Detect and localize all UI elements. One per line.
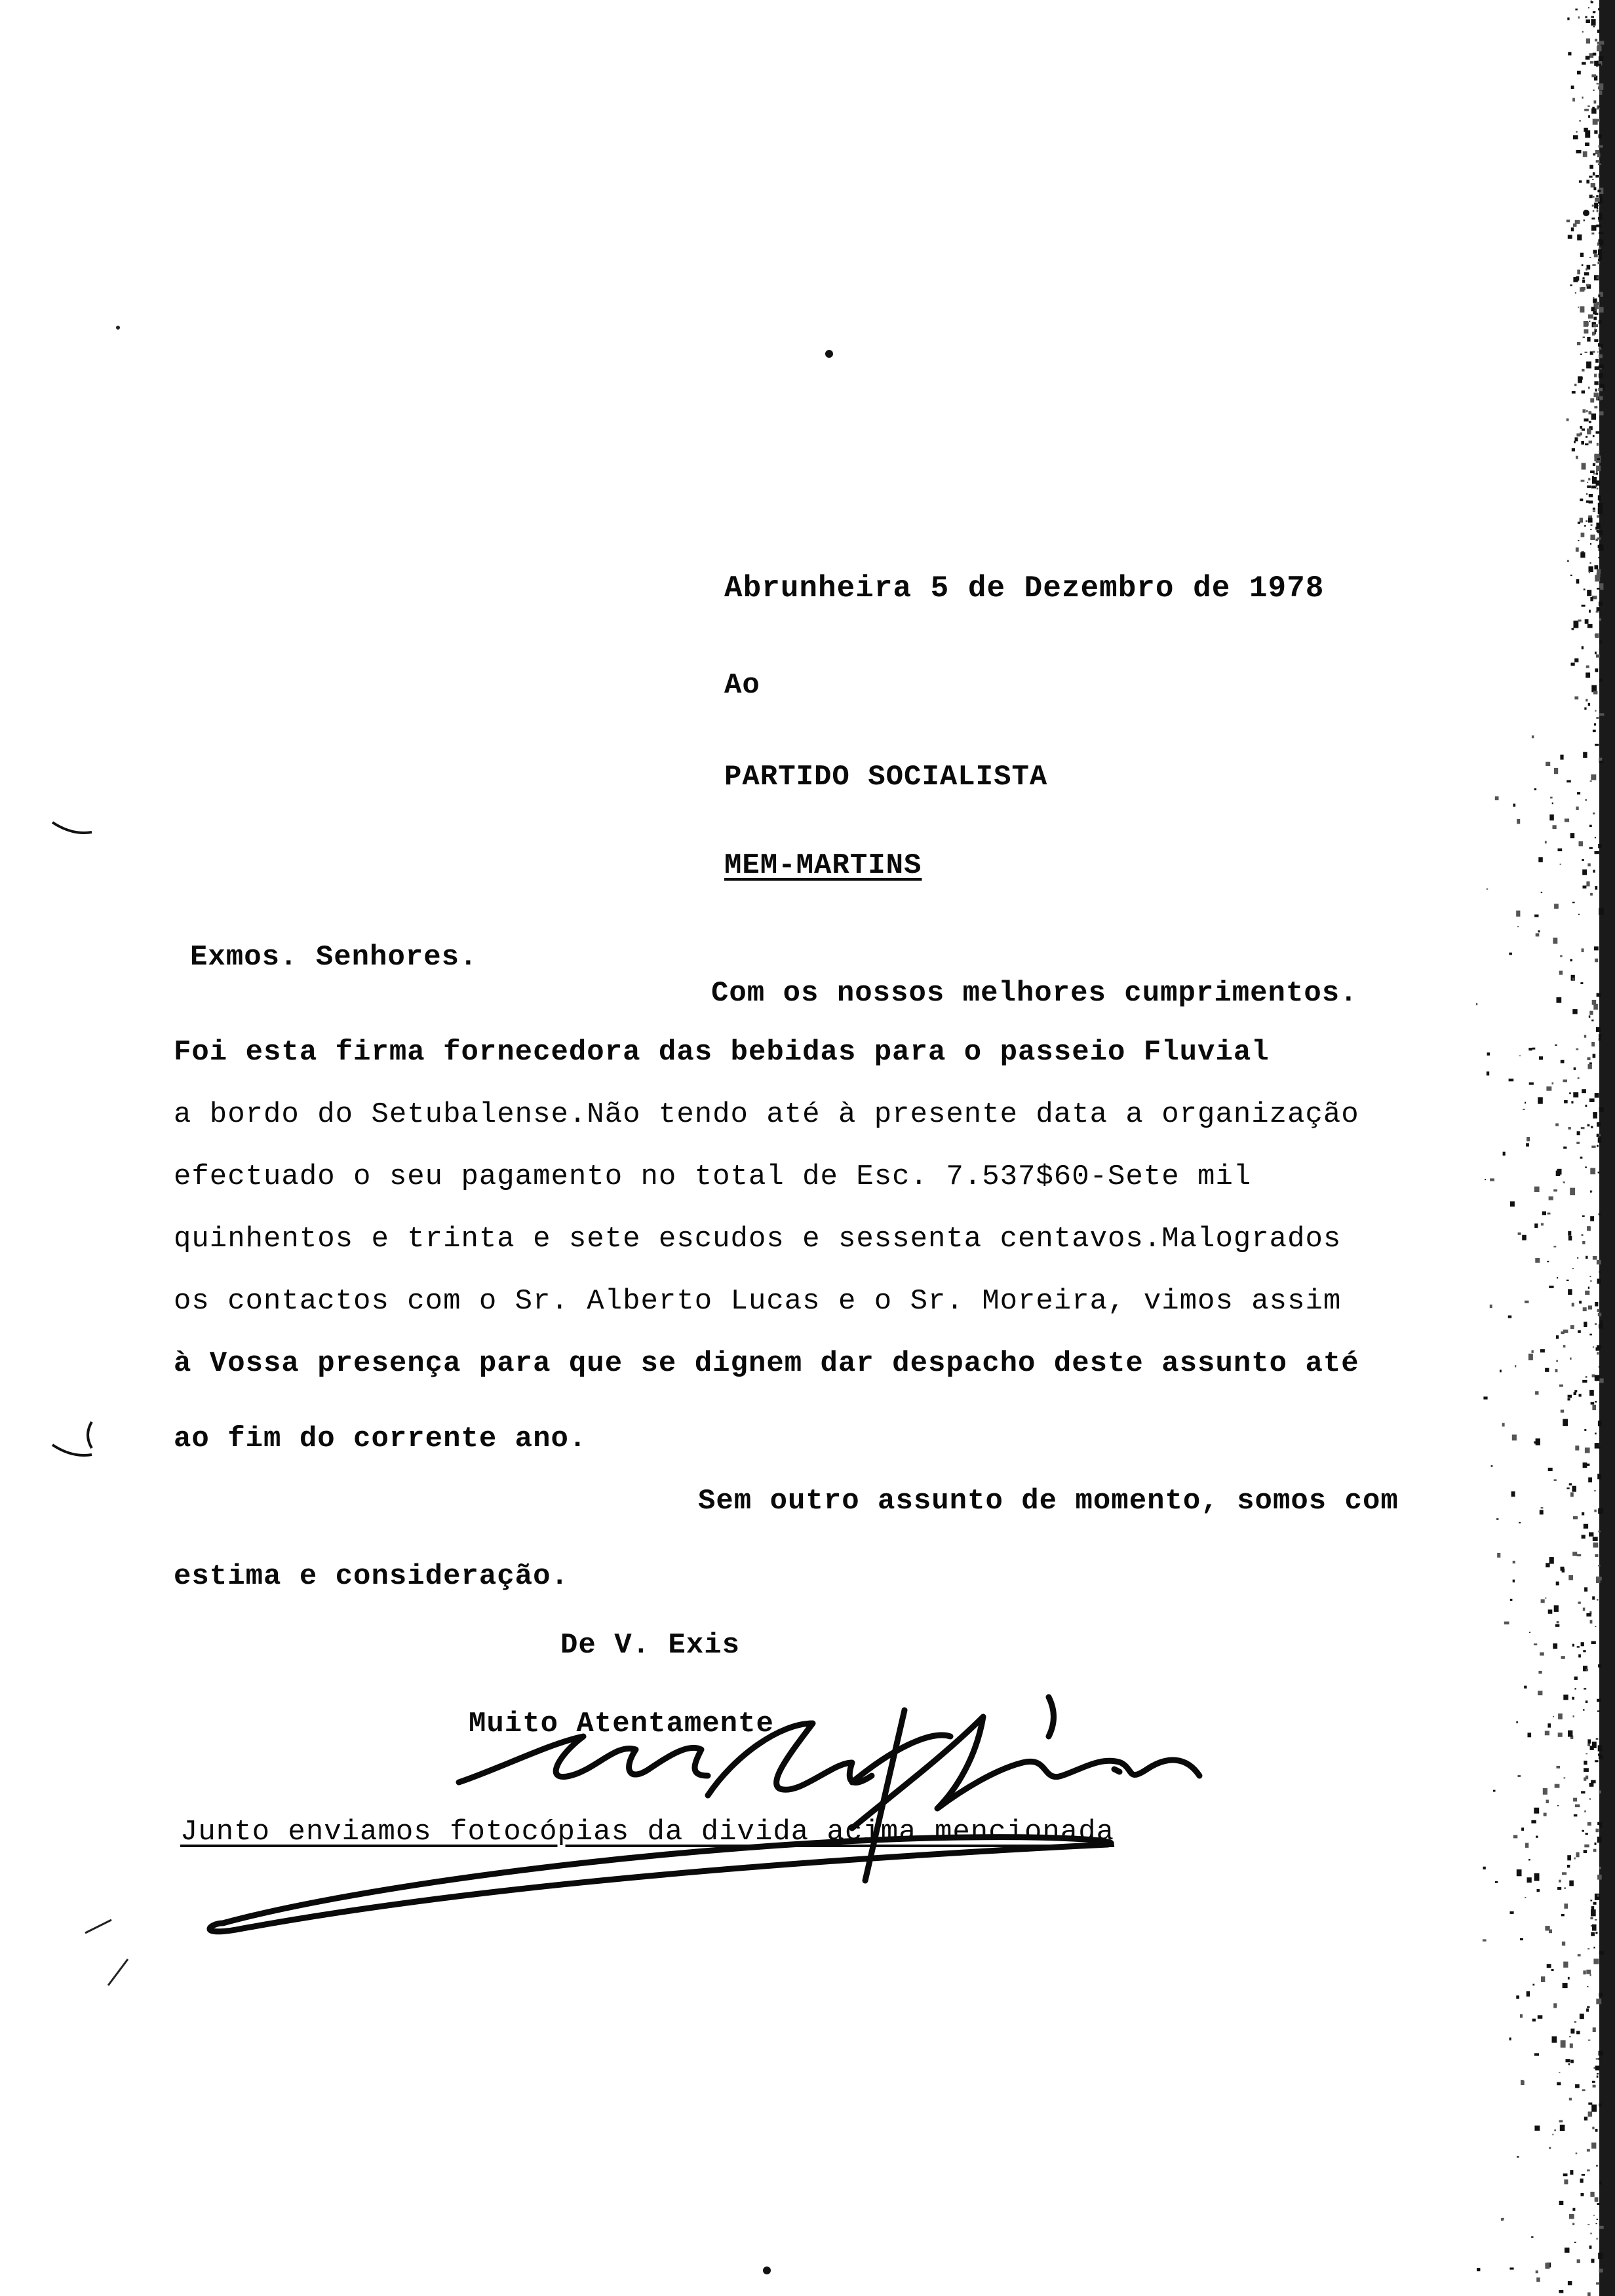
body-line-3: efectuado o seu pagamento no total de Esc. 7.537$60-Sete mil [174,1160,1252,1193]
closing-line-3: De V. Exis [560,1629,741,1662]
closing-line-2: estima e consideração. [174,1560,569,1593]
signature-stroke-1 [459,1736,708,1782]
closing-line-1: Sem outro assunto de momento, somos com [698,1485,1399,1518]
body-line-2: a bordo do Setubalense.Não tendo até à presente data a organização [174,1098,1359,1131]
body-line-5: os contactos com o Sr. Alberto Lucas e o Sr. Moreira, vimos assim [174,1285,1342,1318]
opening-line: Com os nossos melhores cumprimentos. [711,977,1358,1010]
salutation-to: Ao [724,669,760,702]
letter-date: Abrunheira 5 de Dezembro de 1978 [724,571,1325,605]
greeting: Exmos. Senhores. [190,941,478,974]
postscript: Junto enviamos fotocópias da divida acima mencionada [180,1816,1115,1848]
body-line-4: quinhentos e trinta e sete escudos e sessenta centavos.Malogrados [174,1223,1342,1255]
recipient-name: PARTIDO SOCIALISTA [724,761,1048,794]
body-line-7: ao fim do corrente ano. [174,1423,587,1455]
signature-stroke-4 [852,1717,1199,1828]
recipient-city: MEM-MARTINS [724,849,922,882]
signature-flourish [210,1837,1111,1932]
body-line-6: à Vossa presença para que se dignem dar despacho deste assunto até [174,1347,1359,1380]
signature-stroke-2 [708,1723,872,1795]
closing-line-4: Muito Atentamente [469,1708,774,1740]
body-line-1: Foi esta firma fornecedora das bebidas para o passeio Fluvial [174,1036,1270,1069]
